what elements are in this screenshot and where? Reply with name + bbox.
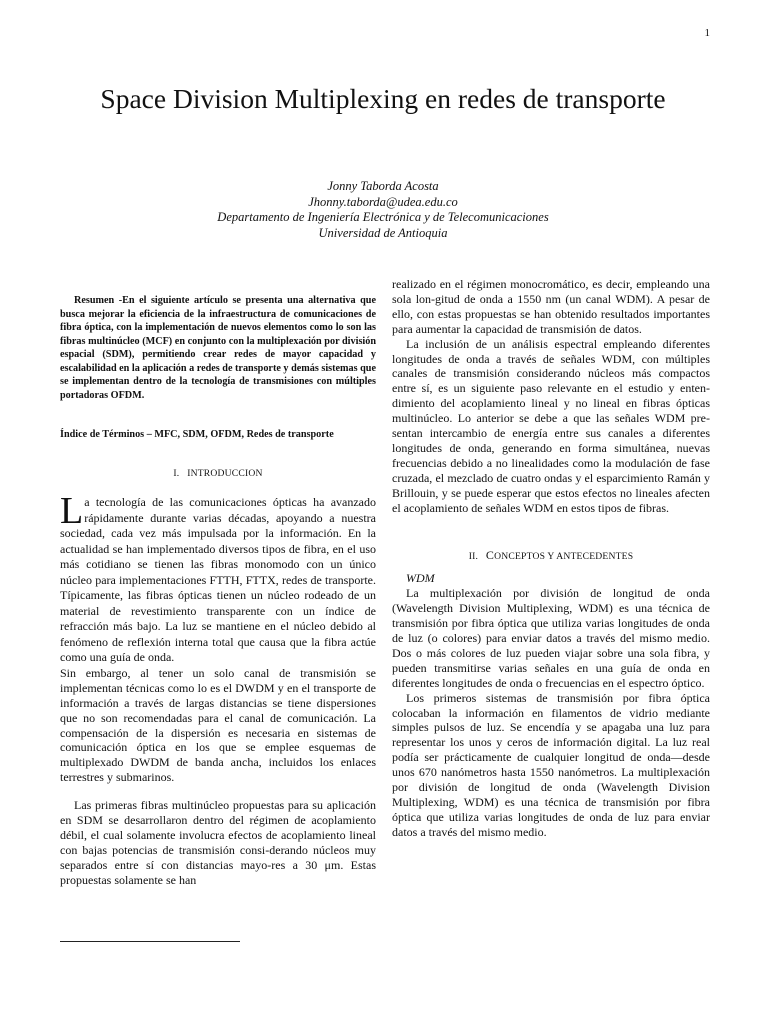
author-university: Universidad de Antioquia [318,225,448,240]
concepts-paragraph-1: La multiplexación por división de longitud de onda (Wavelength Division Multiplexing, WDM) es una técnica de transmisión por fibra óptica que utiliza varias longitudes de onda de luz (o colores) para enviar datos a través del mismo medio. Dos o más colores de luz pueden viajar sobre una sola fibra, y pueden transmitirse varias señales en una guía de onda en diferentes longitudes de onda o frecuencias en el espectro óptico. [392,586,710,690]
section-1-heading [60,467,376,482]
index-terms: Índice de Términos – MFC, SDM, OFDM, Redes de transporte [60,429,334,440]
abstract: Resumen -En el siguiente artículo se presenta una alternativa que busca mejorar la eficiencia de la infraestructura de comunicaciones de fibra óptica, con la implementación de nuevos elementos como lo son las fibras multinúcleo (MCF) en conjunto con la multiplexación por división espacial (SDM), permitiendo crear redes de mayor capacidad y escalabilidad en la aplicación a redes de transporte y demás sistemas que se implementan dentro de la tecnología de transmisiones con múltiples portadoras OFDM. [60,295,376,401]
section-2-heading [392,548,710,565]
intro-paragraph-3: Las primeras fibras multinúcleo propuestas para su aplicación en SDM se desarrollaron dentro del régimen de acoplamiento débil, el cual solamente involucra efectos de acoplamiento lineal con bajas potencias de transmisión consi-derando núcleos muy separados entre sí con distancias mayo-res a 30 μm. Estas propuestas solamente se han [60,798,376,887]
concepts-paragraph-2: Los primeros sistemas de transmisión por fibra óptica colocaban la información en filamentos de vidrio mediante simples pulsos de luz. Se encendía y se apagaba una luz para representar los unos y ceros de información digital. La luz real podía ser prácticamente de cualquier longitud de onda—desde unos 670 nanómetros hasta 1550 nanómetros. La multiplexación por división de longitud de onda (Wavelength Division Multiplexing, WDM) es una técnica de transmisión por fibra óptica que utiliza varias longitudes de onda de luz para enviar datos a través del mismo medio. [392,690,710,839]
intro-paragraph-3-continued: realizado en el régimen monocromático, es decir, empleando una sola lon-gitud de onda a 1550 nm (un canal WDM). A pesar de ello, con estas propuestas se han obtenido resultados importantes para aumentar la capacidad de transmisión de datos. [392,277,710,336]
paper-title: Space Division Multiplexing en redes de transporte [100,83,666,114]
section-2-number: II. [468,550,479,562]
left-column [60,294,376,888]
intro-paragraph-2: Sin embargo, al tener un solo canal de transmisión se implementan técnicas como lo es el DWDM y en el transporte de información a través de largas distancias se tiene dispersiones que no son recomendadas para el canal de comunicación. La compensación de la dispersión es necesaria en sistemas de comunicación óptica en los que se emplee esquemas de multiplexado DWDM de banda ancha, incluidos los enlaces terrestres y submarinos. [60,665,376,785]
right-column [392,277,710,840]
author-block [90,179,676,241]
section-1-title: INTRODUCCION [187,467,263,479]
intro-paragraph-1-text: a tecnología de las comunicaciones ópticas ha avanzado rápidamente durante varias décadas, apoyando a nuestra sociedad, cada vez más impulsada por la información. En la actualidad se han implementado diversos tipos de fibra, en el uso más cotidiano se tienen las fibras monomodo con un único núcleo para implementaciones FTTH, FTTX, redes de transporte. Típicamente, las fibras ópticas tienen un núcleo rodeado de un material de revestimiento transparente con un índice de refracción más bajo. La luz se mantiene en el núcleo debido al fenómeno de reflexión interna total que causa que la fibra actúe como una guía de onda. [60,495,376,665]
drop-cap: L [60,490,84,533]
subheading-wdm: WDM [406,571,435,586]
intro-paragraph-4: La inclusión de un análisis espectral empleando diferentes longitudes de onda a través de señales WDM, con múltiples canales de transmisión considerando núcleos más compactos entre sí, es un siguiente paso relevante en el estudio y enten-dimiento del acoplamiento lineal y no lineal en fibras ópticas multinúcleo. Lo anterior se debe a que las señales WDM pre-sentan intercambio de energía entre sus canales a diferentes longitudes de onda, generando en forma simultánea, nuevas frecuencias debido a no linealidades como la modulación de fase cruzada, el mezclado de cuatro ondas y el esparcimiento Ramán y Brillouin, y se puede esperar que estos efectos no lineales afecten el acoplamiento de señales WDM en estos tipos de fibras. [392,336,710,515]
section-1-number: I. [173,467,180,479]
page-number: 1 [704,27,710,39]
author-name: Jonny Taborda Acosta [327,179,439,193]
author-email: Jhonny.taborda@udea.edu.co [308,194,458,209]
author-department: Departamento de Ingeniería Electrónica y de Telecomunicaciones [217,210,549,225]
footnote-rule [60,941,240,942]
intro-paragraph-1 [60,490,376,666]
section-2-title-cap: C [485,547,495,562]
section-2-title-rest: ONCEPTOS Y ANTECEDENTES [494,550,634,562]
